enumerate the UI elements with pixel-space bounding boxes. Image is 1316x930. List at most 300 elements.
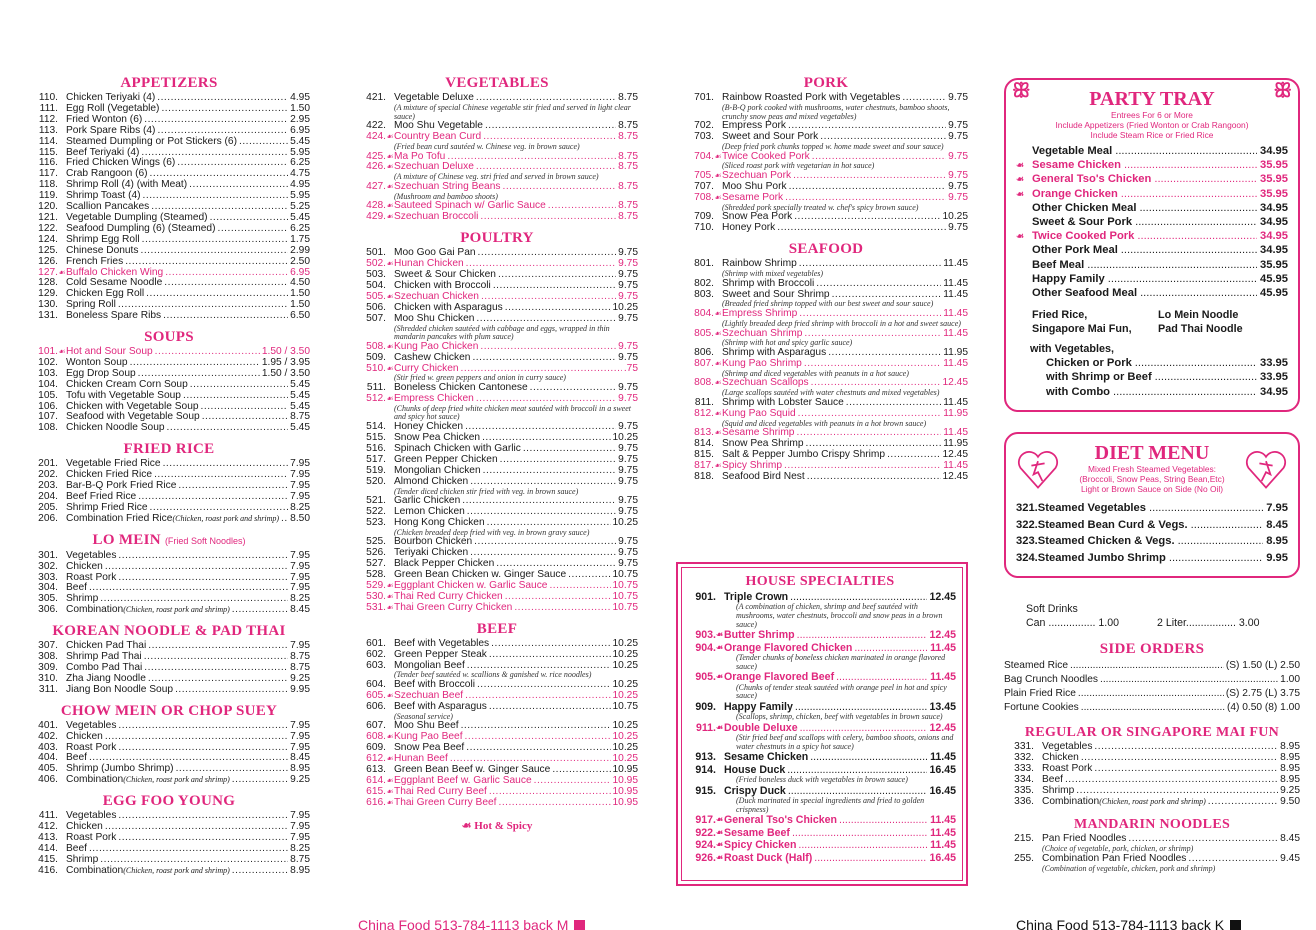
item-name: Twice Cooked Pork (722, 150, 810, 162)
item-price: 9.50 (1280, 795, 1300, 807)
item-name: Cold Sesame Noodle (66, 277, 163, 289)
item-number: 424. (366, 131, 386, 142)
item-number: 309. (38, 661, 58, 673)
party-tray-sub3: Include Steam Rice or Fried Rice (1090, 130, 1214, 140)
item-name: Empress Shrimp (722, 308, 798, 320)
item-name: Jiang Bon Noodle Soup (66, 683, 174, 695)
column-1 (28, 74, 310, 877)
item-name: Moo Shu Pork (722, 180, 787, 192)
item-price: 7.95 (290, 810, 310, 822)
leader-dots (798, 839, 928, 851)
item-name: Beef (66, 842, 87, 854)
item-number: 101. (38, 346, 58, 358)
menu-item (28, 246, 310, 257)
item-name: Snow Pea Shrimp (722, 438, 804, 450)
side-order-item (1004, 659, 1300, 673)
item-number: 310. (38, 672, 58, 684)
item-name: Spinach Chicken with Garlic (394, 442, 521, 454)
party-tray-sub1: Entrees For 6 or More (1111, 110, 1193, 120)
item-name: Empress Pork (722, 120, 786, 132)
leader-dots (480, 212, 616, 223)
soft-drinks-row (1026, 616, 1300, 630)
appetizers-title: APPETIZERS (120, 75, 218, 91)
item-price: 9.75 (618, 258, 638, 270)
diet-menu-box (1004, 432, 1300, 578)
item-name: Beef with Vegetables (394, 637, 490, 649)
item-name: Szechuan Pork (722, 170, 792, 181)
spicy-icon: ☙ (714, 309, 722, 319)
item-price: 1.75 (290, 233, 310, 245)
item-price: 8.75 (618, 92, 638, 103)
leader-dots (105, 562, 288, 573)
item-number: 530. (366, 590, 386, 602)
leader-dots (491, 639, 610, 650)
vegetables-title: VEGETABLES (445, 75, 549, 91)
item-number: 521. (366, 495, 386, 507)
item-name: Mongolian Beef (394, 659, 465, 671)
item-number: 520. (366, 475, 386, 487)
spacer (1030, 385, 1046, 399)
item-price: 7.95 (290, 831, 310, 843)
item-name: Chicken Fried Rice (66, 469, 153, 481)
item-description: (Deep fried pork chunks topped w. home made sweet and sour sauce) (722, 141, 944, 151)
item-price: 7.95 (290, 640, 310, 652)
item-name: Chicken Pad Thai (66, 640, 147, 652)
item-name: Kung Pao Beef (394, 731, 463, 743)
item-name: Szechuan Broccoli (394, 211, 479, 223)
item-description: (A combination of chicken, shrimp and beef sautéed with mushrooms, water chestnuts, broccoli and snow peas in a brown sauce) (736, 602, 943, 629)
item-number: 111. (39, 102, 58, 114)
item-name: Vegetables (1042, 741, 1093, 752)
item-number: 105. (38, 389, 58, 401)
item-number: 512. (366, 392, 386, 404)
item-number: 102. (38, 356, 58, 368)
item-name: Kung Pao Chicken (394, 340, 479, 352)
spacer (1016, 286, 1032, 300)
item-name: Almond Chicken (394, 475, 469, 487)
item-name: Chicken (66, 730, 103, 742)
item-number: 915. (695, 784, 716, 797)
item-name: Garlic Chicken (394, 495, 461, 507)
item-number: 508. (366, 340, 386, 352)
party-tray-item (1016, 229, 1288, 243)
leader-dots (489, 650, 611, 661)
spicy-icon: ☙ (386, 181, 394, 191)
leader-dots (483, 466, 617, 477)
leader-dots (836, 671, 928, 683)
item-price: 9.75 (948, 92, 968, 103)
leader-dots (144, 115, 288, 126)
diet-menu-sub3: Light or Brown Sauce on Side (No Oil) (1081, 484, 1223, 494)
item-number: 502. (366, 258, 386, 270)
leader-dots (568, 570, 610, 581)
item-number: 127. (38, 266, 58, 278)
item-price: 10.25 (612, 742, 638, 754)
item-price: 4.95 (290, 92, 310, 103)
seafood-list (684, 259, 968, 483)
appetizers-list (28, 93, 310, 322)
leader-dots (1113, 385, 1257, 399)
item-name: Combination (66, 774, 124, 786)
item-number: 814. (694, 438, 714, 450)
item-name: Roast Pork (1042, 762, 1093, 774)
item-price: 7.95 (290, 469, 310, 481)
item-name: Pan Fried Noodles (1042, 833, 1127, 845)
spacer (1016, 215, 1032, 229)
item-number: 333. (1014, 762, 1034, 774)
item-name: Happy Family (1032, 272, 1105, 285)
spacer (1016, 272, 1032, 286)
item-description: (Tender diced chicken stir fried with veg. in brown sauce) (394, 486, 579, 496)
item-name: Seafood Bird Nest (722, 470, 805, 482)
item-name: House Duck (724, 763, 786, 776)
item-price: 10.25 (612, 731, 638, 743)
item-price: 10.25 (612, 431, 638, 443)
menu-item (356, 466, 638, 477)
spicy-icon: ☙ (386, 151, 394, 161)
item-number: 115. (38, 146, 58, 158)
item-price: 10.25 (612, 659, 638, 671)
item-number: 324. (1016, 551, 1038, 564)
item-number: 803. (694, 288, 714, 300)
item-price: 16.45 (929, 784, 956, 797)
item-price: 8.75 (290, 853, 310, 865)
poultry-title: POULTRY (460, 230, 534, 247)
item-number: 613. (366, 764, 386, 775)
item-number: 121. (38, 211, 58, 223)
leader-dots (523, 444, 616, 455)
soups-title: SOUPS (144, 329, 194, 346)
spicy-icon: ☙ (714, 408, 722, 418)
item-number: 815. (694, 449, 714, 461)
item-number: 514. (366, 421, 386, 433)
leader-dots (176, 764, 289, 775)
item-price: 7.95 (290, 480, 310, 492)
item-name: Double Deluxe (724, 721, 798, 734)
leader-dots (1094, 764, 1278, 775)
mandarin-title: MANDARIN NOODLES (1073, 817, 1231, 833)
item-description: (Tender beef sautéed w. scallions & ganished w. rice noodles) (394, 670, 592, 680)
leader-dots (202, 412, 288, 423)
menu-item (1004, 797, 1300, 808)
item-number: 612. (366, 753, 386, 765)
item-number: 426. (366, 161, 386, 173)
item-price: 10.95 (612, 785, 638, 797)
item-name: Crab Rangoon (6) (66, 168, 148, 180)
item-number: 413. (38, 831, 58, 843)
menu-item (28, 391, 310, 402)
spicy-icon: ☙ (714, 461, 722, 471)
leader-dots (794, 212, 940, 223)
item-name: Shrimp Egg Roll (66, 233, 140, 245)
item-name: Spicy Chicken (724, 839, 797, 852)
item-number: 507. (366, 312, 386, 324)
item-name: Chinese Donuts (66, 244, 139, 256)
item-price: 5.45 (290, 211, 310, 223)
menu-item (28, 605, 310, 616)
item-price: 8.50 (290, 512, 310, 524)
item-price: 1.50 (290, 299, 310, 311)
item-name: Steamed Dumpling or Pot Stickers (6) (66, 135, 237, 147)
item-price: 9.75 (948, 180, 968, 192)
item-name: Hunan Beef (394, 753, 448, 765)
leader-dots (142, 235, 289, 246)
leader-dots (493, 281, 616, 292)
item-price: 10.75 (612, 601, 638, 613)
menu-item (28, 562, 310, 573)
item-price: 10.25 (612, 301, 638, 313)
item-price: 7.95 (290, 730, 310, 742)
item-description: (Squid and diced vegetables with peanuts in a hot brown sauce) (722, 418, 927, 428)
item-price: 10.25 (942, 211, 968, 223)
option-lo-mein: Lo Mein Noodle (1158, 309, 1239, 322)
item-price: 7.95 (290, 719, 310, 731)
spicy-icon: ☙ (386, 732, 394, 742)
item-number: 605. (366, 689, 386, 701)
item-price: 34.95 (1260, 145, 1288, 157)
party-tray-item (1030, 356, 1288, 370)
item-name: Vegetables (66, 549, 117, 561)
item-price: 10.95 (612, 774, 638, 786)
spicy-icon: ☙ (386, 602, 394, 612)
item-number: 527. (366, 558, 386, 570)
item-number: 403. (38, 741, 58, 753)
item-name: Beef (66, 582, 87, 594)
item-name: Tofu with Vegetable Soup (66, 389, 181, 401)
item-price: 5.45 (290, 378, 310, 390)
item-price: 5.95 (290, 190, 310, 202)
item-number: 811. (694, 396, 714, 408)
leader-dots (474, 537, 616, 548)
item-price: 11.45 (930, 814, 956, 827)
item-number: 412. (38, 821, 58, 833)
item-price: (4) 0.50 (8) 1.00 (1226, 702, 1300, 713)
item-name: Combination Fried Rice (66, 512, 173, 524)
item-name: Shrimp (1042, 784, 1075, 796)
item-name: Pork Spare Ribs (4) (66, 124, 156, 136)
item-price: 8.95 (1280, 751, 1300, 763)
item-number: 425. (366, 150, 386, 162)
item-name: Vegetables (66, 719, 117, 731)
item-number: 402. (38, 730, 58, 742)
item-name: Scallion Pancakes (66, 201, 150, 213)
leader-dots (281, 514, 288, 525)
item-number: 601. (366, 637, 386, 649)
column-4 (1004, 74, 1300, 873)
item-name: Beef (66, 752, 87, 764)
item-number: 415. (38, 853, 58, 865)
can-price: Can ................ 1.00 (1026, 617, 1120, 629)
item-note: (Chicken, roast pork and shrimp) (123, 775, 230, 785)
item-number: 104. (38, 378, 58, 390)
item-number: 305. (38, 593, 58, 605)
item-price: 6.95 (290, 266, 310, 278)
leader-dots (1070, 659, 1224, 673)
item-number: 911. (695, 721, 716, 734)
spicy-icon: ☙ (386, 212, 394, 222)
spicy-icon: ☙ (386, 797, 394, 807)
item-price: 35.95 (1260, 159, 1288, 172)
diet-menu-sub2: (Broccoli, Snow Peas, String Bean,Etc) (1079, 474, 1225, 484)
menu-item (684, 814, 956, 826)
leader-dots (480, 342, 616, 353)
item-name: Honey Chicken (394, 421, 464, 433)
item-name: Shrimp (66, 853, 99, 865)
item-number: 302. (38, 560, 58, 572)
menu-item (356, 314, 638, 325)
item-number: 306. (38, 604, 58, 616)
diet-item (1016, 500, 1288, 517)
item-name: Crispy Duck (724, 784, 786, 797)
leader-dots (232, 605, 288, 616)
leader-dots (816, 279, 941, 290)
item-name: Shrimp Fried Rice (66, 501, 148, 513)
item-number: 614. (366, 774, 386, 786)
leader-dots (1140, 286, 1257, 300)
item-name: Green Bean Chicken w. Ginger Sauce (394, 569, 567, 581)
item-name: Orange Chicken (1032, 187, 1118, 200)
item-name: Roast Pork (66, 741, 117, 753)
house-specialties-title: HOUSE SPECIALTIES (745, 574, 895, 589)
item-name: Boneless Chicken Cantonese (394, 382, 528, 394)
item-price: 9.75 (618, 392, 638, 404)
leader-dots (478, 248, 617, 259)
diet-menu-title: DIET MENU (1094, 442, 1210, 464)
leader-dots (118, 743, 288, 754)
item-name: Other Seafood Meal (1032, 287, 1138, 300)
leader-dots (163, 459, 289, 470)
item-name: Vegetable Deluxe (394, 92, 474, 103)
item-name: Plain Fried Rice (1004, 688, 1076, 699)
item-price: 8.75 (290, 661, 310, 673)
chow-mein-list (28, 721, 310, 786)
item-description: (Chunks of tender steak sautéed with orange peel in hot and spicy sauce) (736, 682, 947, 701)
item-name: Szechuan Beef (394, 689, 464, 701)
item-number: 107. (38, 411, 58, 423)
item-name: Steamed Rice (1004, 660, 1068, 671)
item-price: 10.75 (612, 700, 638, 712)
item-description: (Fried boneless duck with vegetables in brown sauce) (736, 775, 908, 785)
poultry-list (356, 248, 638, 614)
item-number: 517. (366, 453, 386, 465)
item-price: 9.75 (948, 170, 968, 181)
item-price: 45.95 (1260, 272, 1288, 285)
item-price: 1.50 / 3.50 (261, 346, 310, 358)
item-number: 531. (366, 601, 386, 613)
item-price: 4.50 (290, 277, 310, 289)
item-name: Teriyaki Chicken (394, 547, 469, 559)
item-price: 6.25 (290, 222, 310, 234)
item-name: Rainbow Shrimp (722, 258, 797, 270)
item-note: (Chicken, roast pork and shrimp) (123, 865, 230, 875)
item-name: Roast Pork (66, 831, 117, 843)
item-name: Beef Fried Rice (66, 491, 137, 502)
leader-dots (777, 223, 946, 234)
item-name: Beef (1042, 773, 1063, 785)
leader-dots (797, 629, 928, 641)
item-price: 8.95 (1280, 741, 1300, 752)
spicy-icon: ☙ (386, 591, 394, 601)
menu-item (28, 721, 310, 732)
item-number: 515. (366, 431, 386, 443)
diet-item (1016, 550, 1288, 567)
item-price: 9.75 (618, 279, 638, 291)
korean-list (28, 641, 310, 696)
item-price: 11.95 (943, 347, 968, 359)
item-name: Chicken or Pork (1046, 357, 1132, 370)
item-number: 615. (366, 785, 386, 797)
item-number: 401. (38, 719, 58, 731)
item-price: 9.75 (948, 191, 968, 203)
party-tray-item (1030, 385, 1288, 399)
menu-item (28, 514, 310, 525)
leader-dots (138, 492, 288, 503)
item-price: 7.95 (290, 741, 310, 753)
item-number: 429. (366, 211, 386, 223)
item-name: Thai Green Curry Chicken (394, 601, 513, 613)
item-price: (S) 1.50 (L) 2.50 (1225, 660, 1300, 671)
menu-item (684, 629, 956, 641)
spacer (1030, 370, 1046, 384)
leader-dots (178, 481, 288, 492)
item-price: 8.75 (618, 211, 638, 223)
item-number: 909. (695, 700, 716, 713)
leader-dots (1135, 215, 1257, 229)
item-number: 510. (366, 362, 386, 374)
item-price: 35.95 (1260, 187, 1288, 200)
menu-item (356, 353, 638, 364)
item-price: 8.45 (290, 604, 310, 616)
side-orders-title: SIDE ORDERS (1099, 641, 1205, 657)
item-name: Snow Pea Pork (722, 211, 793, 223)
item-price: .75 (623, 362, 638, 374)
item-price: 10.25 (612, 753, 638, 765)
spicy-icon: ☙ (714, 358, 722, 368)
item-price: 10.25 (612, 679, 638, 691)
item-number: 129. (38, 288, 58, 300)
with-vegetables-label: with Vegetables, (1030, 343, 1115, 356)
leader-dots (1139, 201, 1257, 215)
item-number: 802. (694, 277, 714, 289)
item-name: Roast Pork (66, 571, 117, 583)
item-description: (Shrimp with hot and spicy garlic sauce) (722, 338, 853, 348)
menu-item (356, 650, 638, 661)
leader-dots (839, 814, 928, 826)
item-number: 505. (366, 290, 386, 302)
leader-dots (462, 496, 616, 507)
item-price: 11.45 (943, 357, 968, 369)
item-number: 526. (366, 547, 386, 559)
leader-dots (1149, 500, 1263, 517)
item-number: 215. (1014, 833, 1034, 845)
party-tray-item (1016, 158, 1288, 172)
column-2 (356, 74, 638, 832)
item-price: 10.95 (612, 764, 638, 775)
item-name: Szechuan Scallops (722, 377, 809, 389)
item-name: Shrimp (66, 593, 99, 605)
leader-dots (477, 680, 611, 691)
item-number: 806. (694, 347, 714, 359)
menu-item (684, 472, 968, 483)
leader-dots (144, 652, 288, 663)
leader-dots (130, 358, 260, 369)
item-name: Green Pepper Chicken (394, 453, 498, 465)
item-number: 404. (38, 752, 58, 764)
menu-item (28, 685, 310, 696)
leader-dots (1078, 687, 1224, 701)
item-price: 5.45 (290, 389, 310, 401)
item-price: 10.25 (612, 637, 638, 649)
